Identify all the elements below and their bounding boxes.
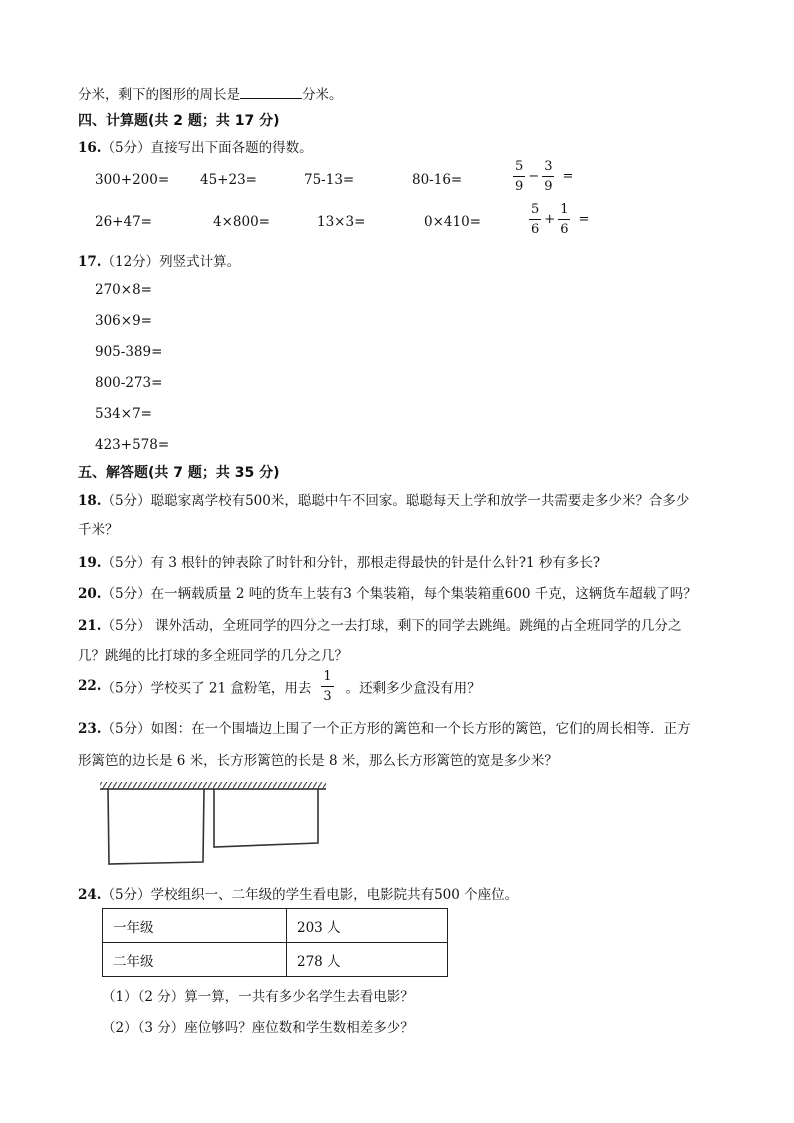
question-21-line2: 几？跳绳的比打球的多全班同学的几分之几？ bbox=[78, 648, 348, 664]
question-text: （5分）学校组织一、二年级的学生看电影，电影院共有500 个座位。 bbox=[101, 887, 519, 903]
question-text-end: 。还剩多少盒没有用？ bbox=[345, 680, 481, 697]
answer-blank[interactable] bbox=[240, 86, 302, 99]
fraction bbox=[558, 203, 570, 236]
wall-hatching bbox=[100, 782, 326, 789]
question-16 bbox=[78, 136, 313, 156]
q17-item: 905-389= bbox=[95, 344, 163, 360]
question-number: 18. bbox=[78, 493, 102, 509]
q16-expr-6: 4×800= bbox=[213, 214, 270, 230]
question-number: 17. bbox=[78, 254, 102, 270]
q17-item: 423+578= bbox=[95, 437, 170, 453]
rectangle-fence bbox=[214, 789, 318, 847]
question-number: 22. bbox=[78, 678, 102, 694]
question-number: 20. bbox=[78, 586, 102, 602]
question-24 bbox=[78, 883, 518, 903]
question-19 bbox=[78, 551, 600, 571]
equals-sign: = bbox=[578, 212, 590, 227]
question-number: 19. bbox=[78, 555, 102, 571]
q16-fraction-expr-2 bbox=[529, 203, 592, 236]
numerator: 1 bbox=[321, 670, 333, 687]
question-20 bbox=[78, 582, 697, 602]
denominator: 6 bbox=[560, 222, 569, 237]
question-23-line2: 形篱笆的边长是 6 米，长方形篱笆的长是 8 米，那么长方形篱笆的宽是多少米？ bbox=[78, 753, 558, 769]
table-row bbox=[103, 909, 448, 943]
square-fence bbox=[108, 789, 204, 864]
q17-item: 270×8= bbox=[95, 282, 152, 298]
intro-prefix: 分米，剩下的图形的周长是 bbox=[78, 87, 240, 103]
question-18-line2: 千米？ bbox=[78, 522, 119, 538]
fraction bbox=[321, 670, 333, 703]
fraction bbox=[529, 203, 541, 236]
equals-sign: = bbox=[562, 169, 574, 184]
denominator: 9 bbox=[515, 179, 524, 194]
fraction bbox=[513, 160, 525, 193]
q16-expr-4: 80-16= bbox=[412, 172, 463, 188]
question-text: （5分）在一辆载质量 2 吨的货车上装有3 个集装箱，每个集装箱重600 千克，这辆货车超载了吗？ bbox=[101, 586, 697, 602]
question-text: （5分）学校买了 21 盒粉笔，用去 bbox=[101, 680, 312, 697]
question-17 bbox=[78, 250, 240, 270]
operator: + bbox=[544, 212, 556, 227]
question-text: （5分）有 3 根针的钟表除了时针和分针，那根走得最快的针是什么针?1 秒有多长? bbox=[101, 555, 601, 571]
numerator: 1 bbox=[558, 203, 570, 220]
student-count-table bbox=[102, 908, 448, 977]
denominator: 3 bbox=[323, 689, 332, 704]
q16-expr-3: 75-13= bbox=[304, 172, 355, 188]
q17-item: 306×9= bbox=[95, 313, 152, 329]
intro-line bbox=[78, 83, 343, 103]
table-cell-grade: 二年级 bbox=[103, 943, 287, 977]
table-cell-grade: 一年级 bbox=[103, 909, 287, 943]
q16-expr-8: 0×410= bbox=[424, 214, 481, 230]
question-23 bbox=[78, 717, 691, 737]
question-text: （5分）直接写出下面各题的得数。 bbox=[101, 140, 313, 156]
numerator: 3 bbox=[542, 160, 554, 177]
question-text-line1: （5分） 课外活动，全班同学的四分之一去打球，剩下的同学去跳绳。跳绳的占全班同学的几分之 bbox=[101, 618, 682, 634]
denominator: 6 bbox=[531, 222, 540, 237]
question-text: （12分）列竖式计算。 bbox=[101, 254, 241, 270]
question-number: 24. bbox=[78, 887, 102, 903]
question-number: 21. bbox=[78, 618, 102, 634]
fraction bbox=[542, 160, 554, 193]
question-24-sub-1: （1）（2 分）算一算，一共有多少名学生去看电影？ bbox=[102, 989, 414, 1005]
question-24-sub-2: （2）（3 分）座位够吗？座位数和学生数相差多少？ bbox=[102, 1020, 414, 1036]
operator: − bbox=[528, 169, 540, 184]
q16-expr-1: 300+200= bbox=[95, 172, 170, 188]
section-4-title: 四、计算题(共 2 题；共 17 分) bbox=[78, 113, 280, 129]
intro-suffix: 分米。 bbox=[302, 87, 343, 103]
q16-fraction-expr-1 bbox=[513, 160, 576, 193]
table-cell-count: 203 人 bbox=[287, 909, 448, 943]
numerator: 5 bbox=[529, 203, 541, 220]
question-text-line1: （5分）聪聪家离学校有500米，聪聪中午不回家。聪聪每天上学和放学一共需要走多少米？合多少 bbox=[101, 493, 690, 509]
question-number: 16. bbox=[78, 140, 102, 156]
question-22 bbox=[78, 670, 481, 703]
q16-expr-5: 26+47= bbox=[95, 214, 152, 230]
q17-item: 800-273= bbox=[95, 375, 163, 391]
fence-figure bbox=[98, 780, 330, 868]
q16-expr-7: 13×3= bbox=[317, 214, 366, 230]
denominator: 9 bbox=[544, 179, 553, 194]
table-cell-count: 278 人 bbox=[287, 943, 448, 977]
table-row bbox=[103, 943, 448, 977]
question-text-line1: （5分）如图：在一个围墙边上围了一个正方形的篱笆和一个长方形的篱笆，它们的周长相等．正方 bbox=[101, 721, 691, 737]
numerator: 5 bbox=[513, 160, 525, 177]
question-18 bbox=[78, 489, 689, 509]
section-5-title: 五、解答题(共 7 题；共 35 分) bbox=[78, 465, 280, 481]
q17-item: 534×7= bbox=[95, 406, 152, 422]
question-number: 23. bbox=[78, 721, 102, 737]
q16-expr-2: 45+23= bbox=[200, 172, 257, 188]
question-21 bbox=[78, 614, 681, 634]
